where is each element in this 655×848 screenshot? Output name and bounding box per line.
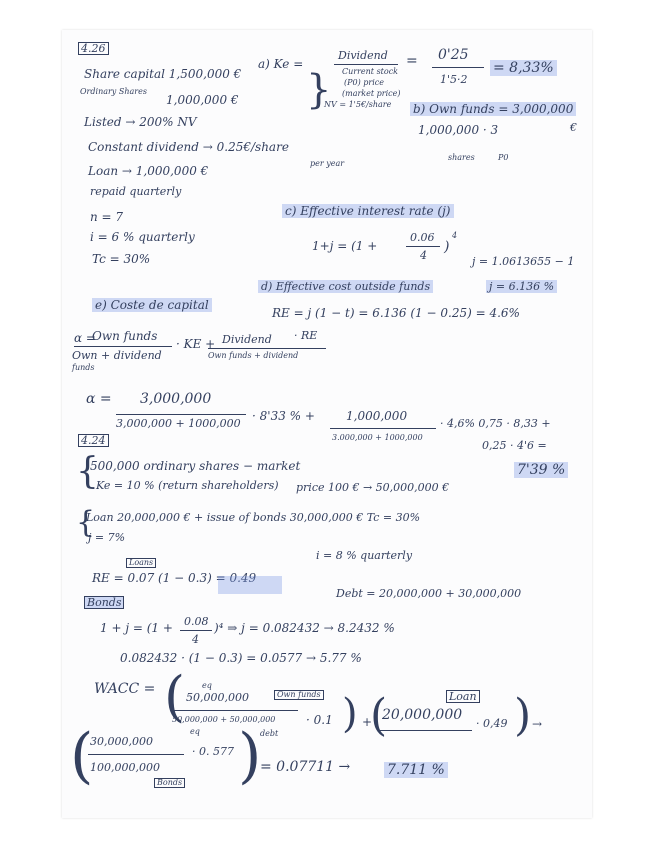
effective-interest-heading: c) Effective interest rate (j) [282,204,454,218]
highlight [218,576,282,594]
paren-close: ) [238,721,262,791]
ke-label: a) Ke = [258,57,304,71]
ke-result: = 8,33% [490,60,557,76]
paren-close: ) [514,690,532,741]
alpha-re: · RE [294,329,318,342]
effective-interest-exp: 4 [452,231,458,240]
exercise-heading-4-24: 4.24 [78,434,109,447]
loan-bonds: Loan 20,000,000 € + issue of bonds 30,000,000 € Tc = 30% [86,511,421,524]
paren-close: ) [342,691,358,737]
wacc-eq-2: eq [190,727,200,736]
ke-fraction-num: 0'25 [438,47,469,63]
wacc-eq: eq [202,681,212,690]
ordinary-shares-value: 1,000,000 € [166,93,239,107]
ke-numerator: Dividend [338,49,388,62]
wacc-result: 7.711 % [384,762,448,778]
alpha-m3: 0,25 · 4'6 = [482,439,547,452]
wacc-loan-m: · 0,49 [476,717,508,730]
bonds-label: Bonds [84,596,124,609]
n-value: n = 7 [90,210,124,224]
fraction-bar [380,730,472,731]
wacc-arrow: → [532,717,543,731]
effective-interest-paren: ) [444,239,450,255]
wacc-own-m: · 0.1 [306,713,333,727]
paren-open: ( [164,665,186,728]
ke-return: Ke = 10 % (return shareholders) [96,479,279,492]
wacc-bonds-label: Bonds [154,778,185,788]
alpha-den-funds: funds [72,363,95,372]
fraction-bar [406,246,440,247]
ke-fraction-den: 1'5·2 [440,73,468,86]
own-funds-calc: 1,000,000 · 3 [418,123,499,137]
p0-label: P0 [498,153,509,162]
wacc-plus: + [362,715,373,729]
re-calc: RE = j (1 − t) = 6.136 (1 − 0.25) = 4.6% [272,306,520,320]
fraction-bar [116,414,246,415]
fraction-bar [432,67,484,68]
ordinary-shares-4-24: 500,000 ordinary shares − market [90,459,301,473]
ke-denominator: Current stock [342,67,399,76]
bonds-eq: 1 + j = (1 + [100,621,173,635]
effective-cost-heading: d) Effective cost outside funds [258,280,433,293]
fraction-bar [208,348,326,349]
listed: Listed → 200% NV [84,115,197,129]
paren-open: ( [370,690,388,741]
alpha-own: Own funds [92,329,158,343]
re-loans: RE = 0.07 (1 − 0.3) = 0.49 [92,571,257,585]
fraction-bar [88,754,184,755]
wacc-own-label: Own funds [274,690,324,700]
alpha-d3: 3,000,000 + 1000,000 [116,417,241,430]
alpha-den-2: Own funds + dividend [208,351,299,360]
bonds-j: )⁴ ⇒ j = 0.082432 → 8.2432 % [214,621,395,635]
brace: { [76,505,96,540]
alpha-ke: · KE + [176,337,216,351]
fraction-bar [74,346,172,347]
alpha-n1: 3,000,000 [140,391,212,407]
shares-label: shares [448,153,475,162]
bonds-den: 4 [192,633,199,646]
nominal-value: NV = 1'5€/share [324,100,392,109]
fraction-bar [330,428,436,429]
cost-of-capital-heading: e) Coste de capital [92,298,212,312]
bonds-num: 0.08 [184,615,209,628]
bonds-after-tax: 0.082432 · (1 − 0.3) = 0.0577 → 5.77 % [120,651,362,665]
debt-total: Debt = 20,000,000 + 30,000,000 [336,587,522,600]
wacc-loan-label: Loan [446,690,480,703]
alpha-result: 7'39 % [514,462,568,478]
wacc-bond-num: 30,000,000 [90,735,153,748]
fraction-bar [174,710,298,711]
wacc-debt-label: debt [260,729,279,738]
wacc-label: WACC = [94,681,156,697]
j-calc: j = 1.0613655 − 1 [472,255,575,268]
alpha: α = [74,331,96,345]
effective-interest-eq: 1+j = (1 + [312,239,378,253]
tc-value: Tc = 30% [92,252,151,266]
notes-page [62,30,592,818]
alpha-dividend: Dividend [222,333,272,346]
constant-dividend: Constant dividend → 0.25€/share [88,140,289,154]
ordinary-shares-label: Ordinary Shares [80,87,147,96]
alpha-n2: 1,000,000 [346,409,408,423]
own-funds: b) Own funds = 3,000,000 [410,102,576,116]
wacc-own-den: 50,000,000 + 50,000,000 [172,715,276,724]
wacc-bond-m: · 0. 577 [192,745,234,758]
wacc-own-num: 50,000,000 [186,691,249,704]
alpha-den: Own + dividend [72,349,162,362]
brace: { [76,451,99,492]
paren-open: ( [70,721,94,791]
exercise-heading-4-26: 4.26 [78,42,109,55]
own-funds-unit: € [570,121,577,134]
j-rate: j = 7% [88,531,126,544]
alpha-m2: · 4,6% 0,75 · 8,33 + [440,417,551,430]
wacc-loan-num: 20,000,000 [382,707,463,723]
alpha-2: α = [86,391,112,407]
effective-interest-den: 4 [420,249,427,262]
ke-denominator-2: (P0) price [344,78,384,87]
brace: } [306,67,332,113]
wacc-bond-den: 100,000,000 [90,761,160,774]
share-capital: Share capital 1,500,000 € [84,67,242,81]
repaid-quarterly: repaid quarterly [90,185,182,198]
i-rate: i = 8 % quarterly [316,549,413,562]
market-price: price 100 € → 50,000,000 € [296,481,450,494]
j-result: j = 6.136 % [486,280,557,293]
fraction-bar [180,630,212,631]
alpha-d4: 3.000,000 + 1000,000 [332,433,423,442]
wacc-result-eq: = 0.07711 → [260,759,351,775]
ke-denominator-3: (market price) [342,89,401,98]
alpha-m1: · 8'33 % + [252,409,315,423]
equals: = [406,53,418,69]
effective-interest-num: 0.06 [410,231,435,244]
fraction-bar [334,64,398,65]
loan: Loan → 1,000,000 € [88,164,209,178]
per-year: per year [310,159,345,168]
i-value: i = 6 % quarterly [90,230,195,244]
loans-label: Loans [126,558,156,568]
